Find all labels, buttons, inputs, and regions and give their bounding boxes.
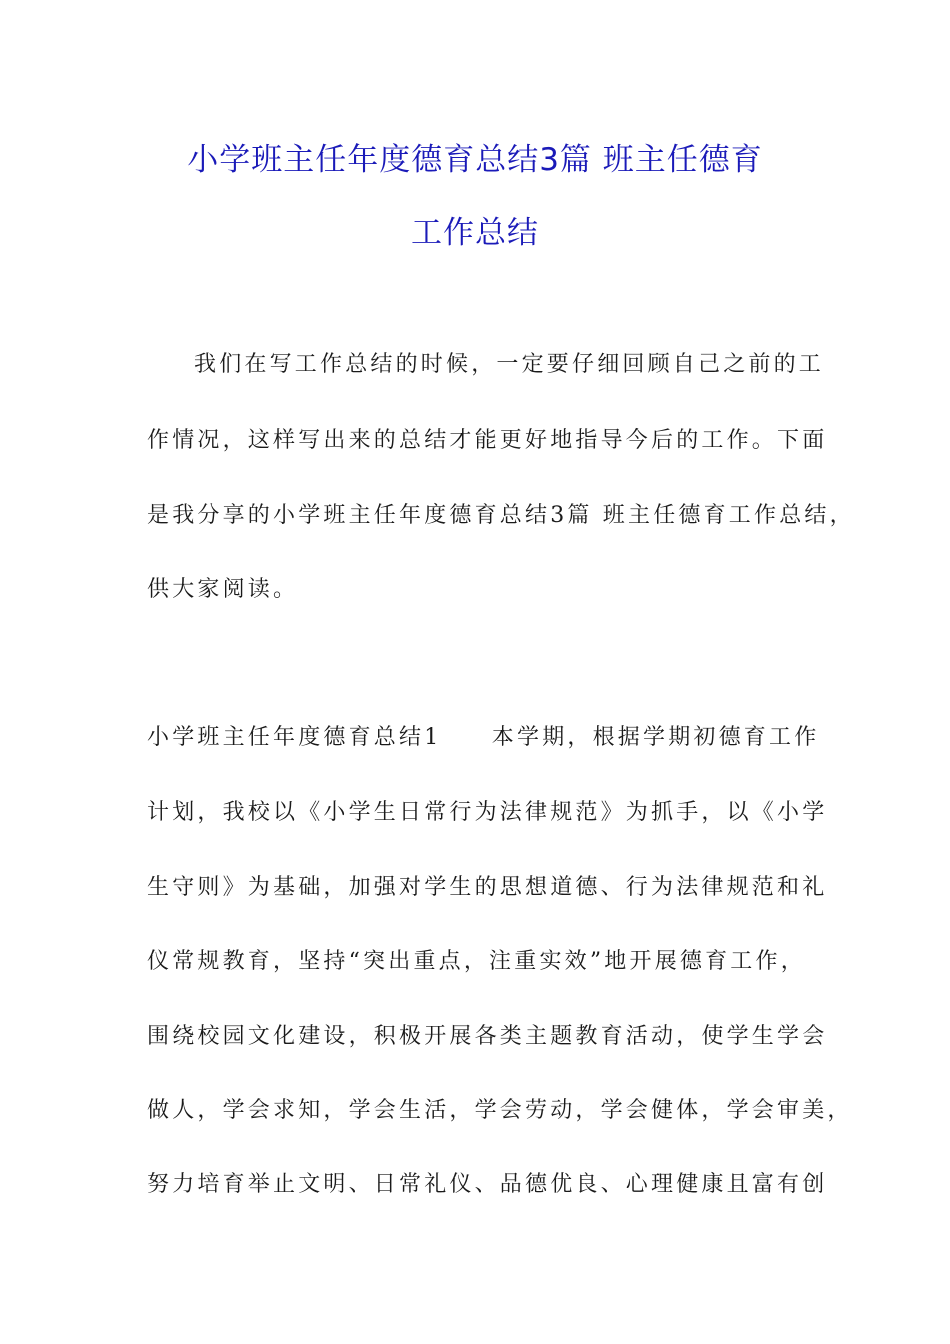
section-line-2: 计划，我校以《小学生日常行为法律规范》为抓手，以《小学 [147,800,828,825]
section-line-6: 做人，学会求知，学会生活，学会劳动，学会健体，学会审美， [147,1098,853,1123]
intro-line-3: 是我分享的小学班主任年度德育总结3篇 班主任德育工作总结， [147,503,855,528]
intro-line-4: 供大家阅读。 [147,577,299,602]
section-line-7: 努力培育举止文明、日常礼仪、品德优良、心理健康且富有创 [147,1172,828,1197]
document-title-line-1: 小学班主任年度德育总结3篇 班主任德育 [187,142,763,178]
intro-line-1: 我们在写工作总结的时候，一定要仔细回顾自己之前的工 [194,352,825,377]
document-title-line-2: 工作总结 [411,215,539,251]
section-line-3: 生守则》为基础，加强对学生的思想道德、行为法律规范和礼 [147,875,828,900]
section-line-1: 小学班主任年度德育总结1 本学期，根据学期初德育工作 [147,725,820,750]
intro-line-2: 作情况，这样写出来的总结才能更好地指导今后的工作。下面 [147,428,828,453]
section-line-5: 围绕校园文化建设，积极开展各类主题教育活动，使学生学会 [147,1024,828,1049]
section-line-4: 仪常规教育，坚持“突出重点，注重实效”地开展德育工作， [147,949,806,974]
